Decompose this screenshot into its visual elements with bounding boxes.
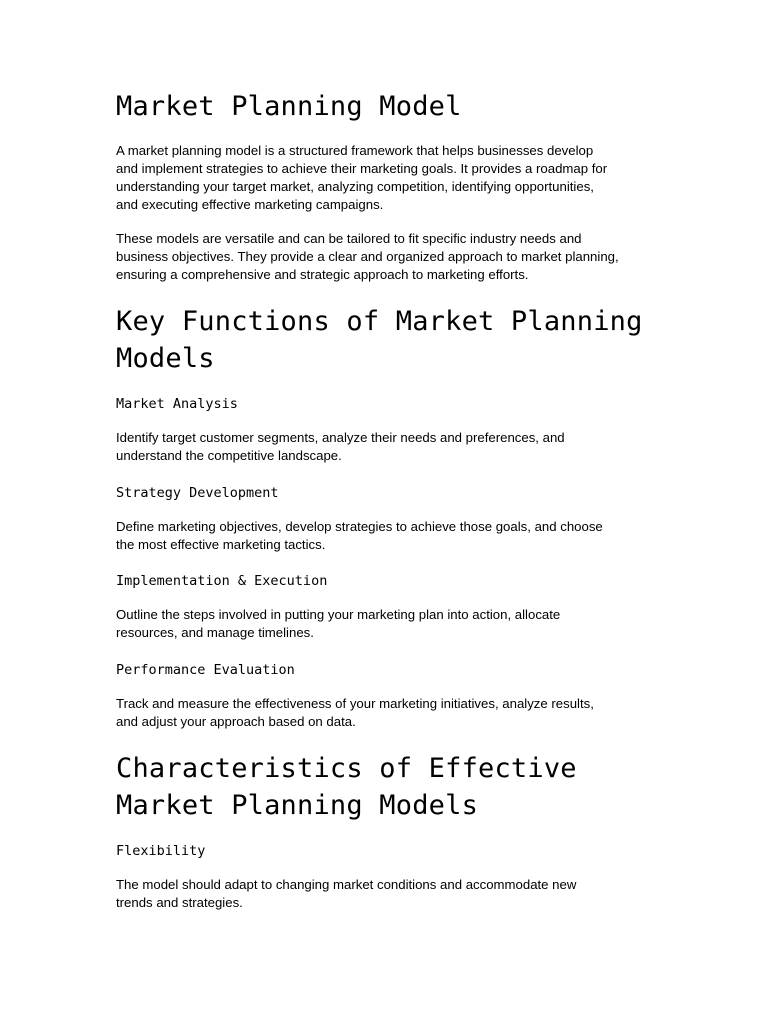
body-line: The model should adapt to changing market conditions and accommodate new (116, 877, 577, 892)
intro-line: and executing effective marketing campaigns. (116, 197, 384, 212)
body-line: and adjust your approach based on data. (116, 714, 356, 729)
strategy-development-heading: Strategy Development (116, 485, 279, 501)
body-line: Identify target customer segments, analyze their needs and preferences, and (116, 430, 565, 445)
intro2-line: These models are versatile and can be tailored to fit specific industry needs and (116, 231, 582, 246)
intro-line: and implement strategies to achieve their marketing goals. It provides a roadmap for (116, 161, 608, 176)
performance-evaluation-body (116, 695, 666, 731)
body-line: trends and strategies. (116, 895, 243, 910)
intro-line: understanding your target market, analyzing competition, identifying opportunities, (116, 179, 594, 194)
intro2-line: ensuring a comprehensive and strategic approach to marketing efforts. (116, 267, 529, 282)
implementation-execution-body (116, 606, 666, 642)
body-line: resources, and manage timelines. (116, 625, 314, 640)
implementation-execution-heading: Implementation & Execution (116, 573, 328, 589)
body-line: the most effective marketing tactics. (116, 537, 326, 552)
body-line: understand the competitive landscape. (116, 448, 342, 463)
section2-heading-line: Market Planning Models (116, 790, 479, 821)
market-analysis-body (116, 429, 666, 465)
flexibility-body (116, 876, 666, 912)
section1-heading-line: Models (116, 343, 215, 374)
intro2-line: business objectives. They provide a clear and organized approach to market planning, (116, 249, 619, 264)
body-line: Define marketing objectives, develop strategies to achieve those goals, and choose (116, 519, 603, 534)
body-line: Track and measure the effectiveness of your marketing initiatives, analyze results, (116, 696, 594, 711)
section1-heading-line: Key Functions of Market Planning (116, 306, 643, 337)
strategy-development-body (116, 518, 666, 554)
performance-evaluation-heading: Performance Evaluation (116, 662, 295, 678)
page-title: Market Planning Model (116, 91, 462, 122)
intro-paragraph-2 (116, 230, 666, 284)
intro-line: A market planning model is a structured framework that helps businesses develop (116, 143, 594, 158)
body-line: Outline the steps involved in putting your marketing plan into action, allocate (116, 607, 561, 622)
flexibility-heading: Flexibility (116, 843, 206, 859)
section2-heading (116, 750, 577, 824)
section2-heading-line: Characteristics of Effective (116, 753, 577, 784)
section1-heading (116, 303, 643, 377)
intro-paragraph (116, 142, 666, 214)
market-analysis-heading: Market Analysis (116, 396, 238, 412)
